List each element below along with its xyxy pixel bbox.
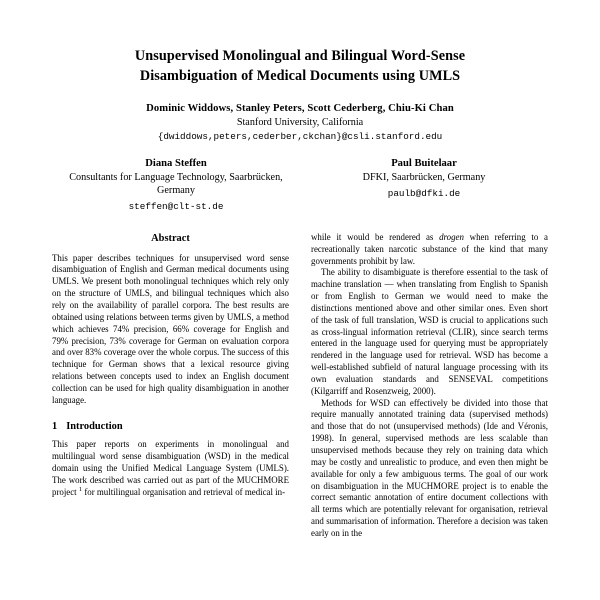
author-block-left [52, 158, 300, 212]
intro-paragraph-1: This paper reports on experiments in monolingual and multilingual word sense disambiguation (WSD) in the medical domain using the Unified Medical Language System (UMLS). The work described was carried out as part of the MUCHMORE project $^1$ for multilingual organisation and retrieval of medical in- [52, 439, 289, 497]
abstract-heading: Abstract [151, 232, 190, 244]
author-list-main: Dominic Widdows, Stanley Peters, Scott Cederberg, Chiu-Ki Chan [146, 103, 454, 115]
section-number: 1 [52, 420, 58, 432]
author-affiliation: DFKI, Saarbrücken, Germany [362, 172, 486, 184]
right-paragraph-3: Methods for WSD can effectively be divided into those that require manually annotated training data (supervised methods) and those that do not (unsupervised methods) (Ide and Véronis, 1998). In general, supervised methods are less scalable than unsupervised methods because they rely on training data which may be costly and unrealistic to produce, and even then might be available for only a few ambiguous terms. The goal of our work on disambiguation in the MUCHMORE project is to enable the correct semantic annotation of entire document collections with all terms which are potentially relevant for organisation, retrieval and summarisation of information. Therefore a decision was taken early on in the [311, 397, 548, 538]
italic-term: drogen [439, 231, 464, 242]
author-email: paulb@dfki.de [387, 188, 461, 200]
left-column [52, 232, 289, 540]
author-affiliation: Consultants for Language Technology, Saarbrücken, Germany [69, 172, 283, 197]
footnote-marker: 1 [78, 485, 83, 493]
author-email: steffen@clt-st.de [128, 200, 224, 212]
author-name: Paul Buitelaar [391, 158, 457, 170]
two-column-body [52, 232, 548, 540]
right-paragraph-1: while it would be rendered as drogen when referring to a recreationally taken narcotic substance of the kind that many governments prohibit by law. [311, 231, 548, 266]
section-heading-introduction [52, 420, 289, 434]
secondary-author-blocks [52, 158, 548, 212]
section-title: Introduction [66, 420, 123, 432]
abstract-text: This paper describes techniques for unsupervised word sense disambiguation of English and German medical documents using UMLS. We present both monolingual techniques which rely only on the structure of UMLS, and bilingual techniques which also rely on the availability of parallel corpora. The best results are obtained using relations between terms given by UMLS, a method which achieves 74% precision, 66% coverage for English and 79% precision, 73% coverage for German on evaluation corpora and over 83% coverage over the whole corpus. The success of this technique for German shows that a lexical resource giving relations between concepts used to index an English document collection can be used for high quality disambiguation in another language. [52, 252, 289, 405]
right-column [311, 232, 548, 540]
affiliation-main: Stanford University, California [236, 117, 364, 129]
author-block-right [300, 158, 548, 212]
page-title: Unsupervised Monolingual and Bilingual Word-Sense Disambiguation of Medical Documents using UMLS [134, 48, 466, 85]
email-main: {dwiddows,peters,cederber,ckchan}@csli.stanford.edu [157, 131, 443, 143]
author-name: Diana Steffen [145, 158, 207, 170]
right-paragraph-2: The ability to disambiguate is therefore essential to the task of machine translation — when translating from English to Spanish or from English to German we would need to make the distinctions mentioned above and other similar ones. Even short of the task of full translation, WSD is crucial to applications such as cross-lingual information retrieval (CLIR), since search terms entered in the language used for querying must be appropriately rendered in the language used for retrieval. WSD has become a well-established subfield of natural language processing with its own evaluation standards and SENSEVAL competitions (Kilgarriff and Rosenzweig, 2000). [311, 267, 548, 396]
